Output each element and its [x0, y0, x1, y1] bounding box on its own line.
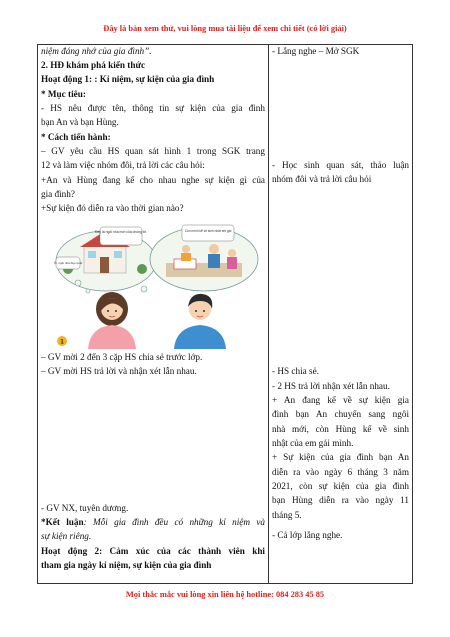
text-line: – GV yêu cầu HS quan sát hình 1 trong SGK trang — [41, 146, 265, 156]
text-line: - Học sinh quan sát, thảo luận — [272, 160, 409, 170]
text-line: - HS chia sẻ. — [272, 366, 319, 376]
activity-2-heading: Hoạt động 2: Cảm xúc của các thành viên khi — [41, 546, 265, 556]
method-heading: * Cách tiến hành: — [41, 132, 111, 142]
text-line: - HS nêu được tên, thông tin sự kiện của gia đình — [41, 103, 265, 113]
text-line: nhà mới, còn Hùng kể về sinh — [272, 424, 409, 434]
text-line: nhóm đôi và trả lời câu hỏi — [272, 174, 372, 184]
speech-bubble-birthday — [182, 225, 234, 241]
objective-heading: * Mục tiêu: — [41, 89, 86, 99]
bubble-right-text: Còn mình kể về sinh nhật em gái — [184, 229, 232, 233]
text-line: diễn ra vào ngày 6 tháng 3 năm — [272, 467, 409, 477]
student-activities-column — [269, 45, 413, 584]
speech-bubble-new-house — [95, 227, 147, 245]
lesson-plan-table — [37, 44, 413, 584]
activity-1-heading: Hoạt động 1: : Kỉ niệm, sự kiện của gia đình — [41, 74, 215, 84]
textbook-illustration — [54, 223, 260, 349]
text-line: tham gia ngày kỉ niệm, sự kiện của gia đình — [41, 560, 212, 570]
text-line: nhật của em gái mình. — [272, 438, 354, 448]
speech-bubble-small — [54, 257, 83, 269]
text-line: +Sự kiện đó diễn ra vào thời gian nào? — [41, 203, 184, 213]
bubble-left-text: Đây là ngôi nhà mới của chúng tớ. — [95, 230, 147, 234]
text-line: gia đình? — [41, 189, 75, 199]
section-heading: 2. HĐ khám phá kiến thức — [41, 60, 146, 70]
boy-hung — [174, 294, 226, 349]
text-line: đình bạn An chuyển sang ngôi — [272, 409, 409, 419]
text-line: – GV mời 2 đến 3 cặp HS chia sẻ trước lớp. — [41, 352, 203, 362]
figure-number-badge — [57, 336, 67, 346]
badge-text: 1 — [60, 339, 64, 346]
text-line: - 2 HS trả lời nhận xét lẫn nhau. — [272, 381, 390, 391]
text-line: +An và Hùng đang kể cho nhau nghe sự kiện gì của — [41, 175, 265, 185]
hotline-banner: Mọi thắc mắc vui lòng xin liên hệ hotline: 084 283 45 85 — [125, 590, 325, 599]
teacher-activities-column — [38, 45, 269, 584]
text-line: + An đang kể về sự kiện gia — [272, 395, 409, 405]
text-line: niệm đáng nhớ của gia đình”. — [41, 46, 152, 56]
girl-an — [88, 292, 136, 349]
text-line: bạn Hùng diễn ra vào ngày 11 — [272, 495, 409, 505]
text-line: 2021, còn sự kiện của gia đình — [272, 481, 409, 491]
text-line: tháng 5. — [272, 510, 302, 520]
text-line: 12 và làm việc nhóm đôi, trả lời các câu hỏi: — [41, 160, 205, 170]
text-line: - GV NX, tuyên dương. — [41, 503, 129, 513]
preview-banner: Đây là bản xem thử, vui lòng mua tài liệu để xem chi tiết (có lời giải) — [103, 24, 347, 33]
bubble-small-text: Ôi, ngôi nhà đẹp quá! — [54, 261, 83, 265]
text-line: + Sự kiện của gia đình bạn An — [272, 452, 409, 462]
text-line: - Lắng nghe – Mở SGK — [272, 46, 360, 56]
text-line: sự kiện riêng. — [41, 531, 92, 541]
text-line: – GV mời HS trả lời và nhận xét lẫn nhau. — [41, 366, 197, 376]
conclusion-line: *Kết luận: Mỗi gia đình đều có những kỉ niệm và — [41, 517, 265, 527]
text-line: bạn An và bạn Hùng. — [41, 117, 119, 127]
text-line: - Cả lớp lắng nghe. — [272, 530, 343, 540]
